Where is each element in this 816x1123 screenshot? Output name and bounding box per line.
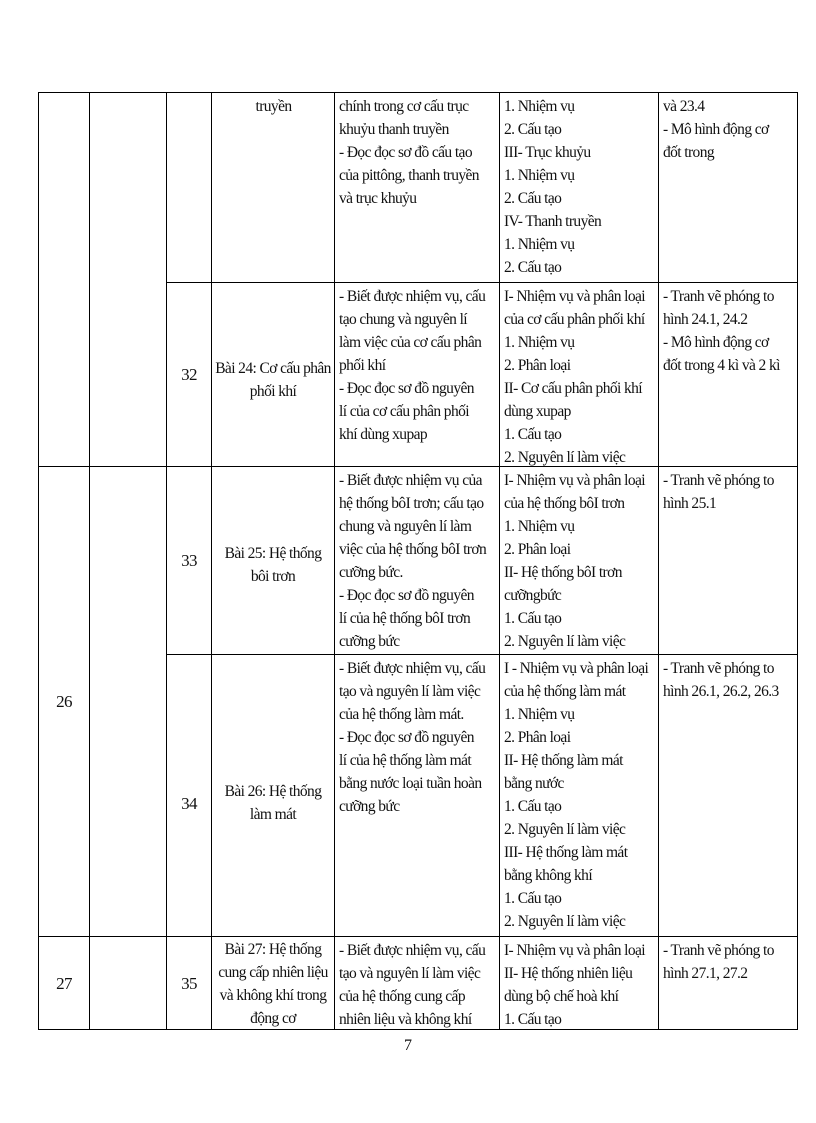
content-cell: 1. Nhiệm vụ 2. Cấu tạo III- Trục khuỷu 1. Nhiệm vụ 2. Cấu tạo IV- Thanh truyền 1. Nhiệm vụ 2. Cấu tạo (504, 98, 602, 276)
objectives-cell: - Biết được nhiệm vụ của hệ thống bôI trơn; cấu tạo chung và nguyên lí làm việc của hệ thống bôI trơn cưỡng bức. - Đọc đọc sơ đồ nguyên lí của hệ thống bôI trơn cưỡng bức (339, 472, 487, 650)
content-cell: I- Nhiệm vụ và phân loại II- Hệ thống nhiên liệu dùng bộ chế hoà khí 1. Cấu tạo (504, 942, 645, 1028)
lesson-title-cell: Bài 24: Cơ cấu phân phối khí (215, 359, 331, 400)
week-cell: 27 (56, 973, 72, 993)
week-cell: 26 (56, 692, 72, 711)
materials-cell: và 23.4 - Mô hình động cơ đốt trong (663, 98, 769, 161)
objectives-cell: - Biết được nhiệm vụ, cấu tạo và nguyên lí làm việc của hệ thống cung cấp nhiên liệu và không khí (339, 942, 486, 1028)
lesson-number-cell: 33 (181, 551, 197, 570)
materials-cell: - Tranh vẽ phóng to hình 25.1 (663, 472, 774, 512)
materials-cell: - Tranh vẽ phóng to hình 26.1, 26.2, 26.3 (663, 660, 779, 700)
table-border-bottom (38, 1029, 798, 1030)
materials-cell: - Tranh vẽ phóng to hình 24.1, 24.2 - Mô hình động cơ đốt trong 4 kì và 2 kì (663, 288, 780, 374)
lesson-title-cell: truyền (255, 98, 292, 115)
content-cell: I- Nhiệm vụ và phân loại của cơ cấu phân phối khí 1. Nhiệm vụ 2. Phân loại II- Cơ cấu phân phối khí dùng xupap 1. Cấu tạo 2. Nguyên lí làm việc (504, 288, 645, 466)
objectives-cell: - Biết được nhiệm vụ, cấu tạo chung và nguyên lí làm việc của cơ cấu phân phối khí - Đọc đọc sơ đồ nguyên lí của cơ cấu phân phối khí dùng xupap (339, 288, 486, 443)
materials-cell: - Tranh vẽ phóng to hình 27.1, 27.2 (663, 942, 774, 982)
column-divider (89, 92, 90, 1030)
lesson-title-cell: Bài 27: Hệ thống cung cấp nhiên liệu và không khí trong động cơ (218, 941, 328, 1027)
page-number: 7 (404, 1037, 412, 1054)
lesson-number-cell: 34 (181, 794, 197, 813)
lesson-title-cell: Bài 26: Hệ thống làm mát (224, 782, 322, 823)
lesson-number-cell: 35 (181, 973, 197, 993)
content-cell: I - Nhiệm vụ và phân loại của hệ thống làm mát 1. Nhiệm vụ 2. Phân loại II- Hệ thống làm mát bằng nước 1. Cấu tạo 2. Nguyên lí làm việc III- Hệ thống làm mát bằng không khí 1. Cấu tạo 2. Nguyên lí làm việc (504, 660, 649, 930)
lesson-title-cell: Bài 25: Hệ thống bôi trơn (224, 544, 322, 585)
lesson-number-cell: 32 (181, 365, 197, 384)
objectives-cell: - Biết được nhiệm vụ, cấu tạo và nguyên lí làm việc của hệ thống làm mát. - Đọc đọc sơ đồ nguyên lí của hệ thống làm mát bằng nước loại tuần hoàn cưỡng bức (339, 660, 486, 815)
table-border-right (797, 92, 798, 1030)
content-cell: I- Nhiệm vụ và phân loại của hệ thống bôI trơn 1. Nhiệm vụ 2. Phân loại II- Hệ thống bôI trơn cưỡngbức 1. Cấu tạo 2. Nguyên lí làm việc (504, 472, 645, 650)
objectives-cell: chính trong cơ cấu trục khuỷu thanh truyền - Đọc đọc sơ đồ cấu tạo của pittông, thanh truyền và trục khuỷu (339, 98, 479, 207)
